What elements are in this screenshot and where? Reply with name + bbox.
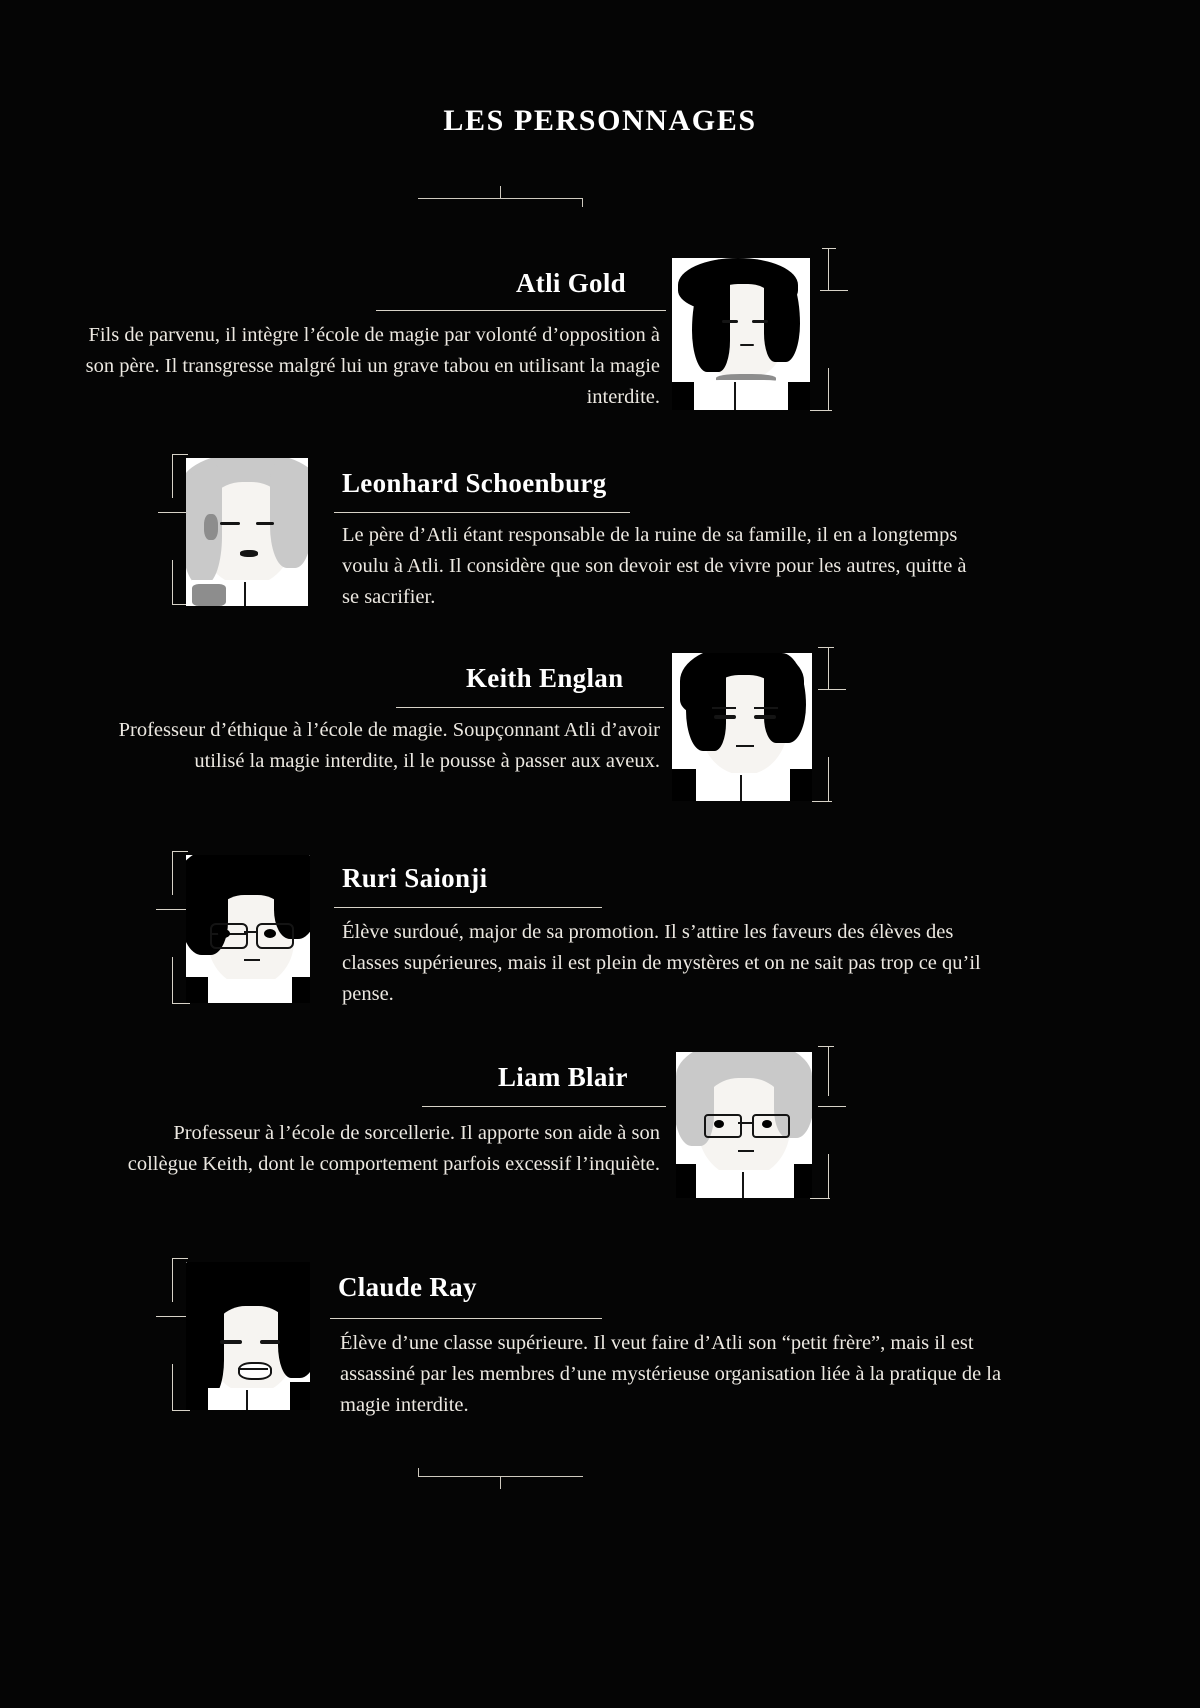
bracket-left-2 [172, 560, 173, 604]
bracket-left-2 [172, 1364, 173, 1410]
character-description: Élève d’une classe supérieure. Il veut faire d’Atli son “petit frère”, mais il est assassiné par les membres d’une mystérieuse organisation liée à la pratique de la magie interdite. [340, 1332, 1002, 1416]
portrait-atli-gold [672, 258, 810, 410]
bracket-mid [156, 909, 186, 910]
bracket-top [818, 647, 834, 648]
bracket-top [818, 1046, 834, 1047]
character-description: Élève surdoué, major de sa promotion. Il s’attire les faveurs des élèves des classes supérieures, mais il est plein de mystères et on ne sait pas trop ce qu’il pense. [342, 921, 981, 1005]
character-name: Leonhard Schoenburg [342, 468, 607, 498]
character-entry-liam-blair [0, 1042, 1200, 1214]
character-name: Claude Ray [338, 1272, 477, 1302]
bracket-bottom [172, 1410, 190, 1411]
bracket-right [828, 248, 829, 290]
portrait-claude-ray [186, 1262, 310, 1410]
bracket-top [172, 1258, 188, 1259]
character-name: Ruri Saionji [342, 863, 488, 893]
bracket-right [828, 1046, 829, 1096]
character-name: Liam Blair [498, 1062, 628, 1092]
character-entry-keith-englan [0, 645, 1200, 815]
bracket-right-2 [828, 757, 829, 801]
page-title: LES PERSONNAGES [443, 104, 757, 137]
character-entry-atli-gold [0, 248, 1200, 423]
name-rule [330, 1318, 602, 1319]
character-description: Professeur d’éthique à l’école de magie. Soupçonnant Atli d’avoir utilisé la magie interdite, il le pousse à passer aux aveux. [118, 719, 660, 772]
bracket-top [822, 248, 836, 249]
name-rule [334, 512, 630, 513]
bracket-top [172, 851, 188, 852]
name-rule [396, 707, 664, 708]
bracket-left [172, 454, 173, 498]
character-entry-claude-ray [0, 1250, 1200, 1426]
bracket-left [172, 1258, 173, 1302]
bracket-left-2 [172, 957, 173, 1003]
bracket-right [828, 647, 829, 689]
character-entry-leonhard-schoenburg [0, 450, 1200, 620]
portrait-leonhard-schoenburg [186, 458, 308, 606]
bracket-left [172, 851, 173, 895]
character-name: Atli Gold [516, 268, 626, 298]
bracket-bottom [810, 410, 832, 411]
bracket-mid [818, 689, 846, 690]
ornament-bottom [0, 1468, 1200, 1498]
bracket-bottom [810, 1198, 830, 1199]
name-rule [376, 310, 666, 311]
bracket-right-2 [828, 368, 829, 410]
ornament-top [0, 182, 1200, 212]
bracket-mid [156, 1316, 186, 1317]
bracket-mid [820, 290, 848, 291]
portrait-ruri-saionji [186, 855, 310, 1003]
name-rule [422, 1106, 666, 1107]
character-name: Keith Englan [466, 663, 624, 693]
character-description: Fils de parvenu, il intègre l’école de magie par volonté d’opposition à son père. Il transgresse malgré lui un grave tabou en utilisant la magie interdite. [85, 324, 660, 408]
bracket-bottom [812, 801, 832, 802]
bracket-top [172, 454, 188, 455]
bracket-right-2 [828, 1154, 829, 1198]
bracket-mid [818, 1106, 846, 1107]
name-rule [334, 907, 602, 908]
portrait-liam-blair [676, 1052, 812, 1198]
character-description: Professeur à l’école de sorcellerie. Il apporte son aide à son collègue Keith, dont le comportement parfois excessif l’inquiète. [127, 1122, 660, 1175]
portrait-keith-englan [672, 653, 812, 801]
character-entry-ruri-saionji [0, 845, 1200, 1017]
character-description: Le père d’Atli étant responsable de la ruine de sa famille, il en a longtemps voulu à Atli. Il considère que son devoir est de vivre pour les autres, quitte à se sacrifier. [342, 524, 967, 608]
bracket-bottom [172, 1003, 190, 1004]
bracket-mid [158, 512, 186, 513]
